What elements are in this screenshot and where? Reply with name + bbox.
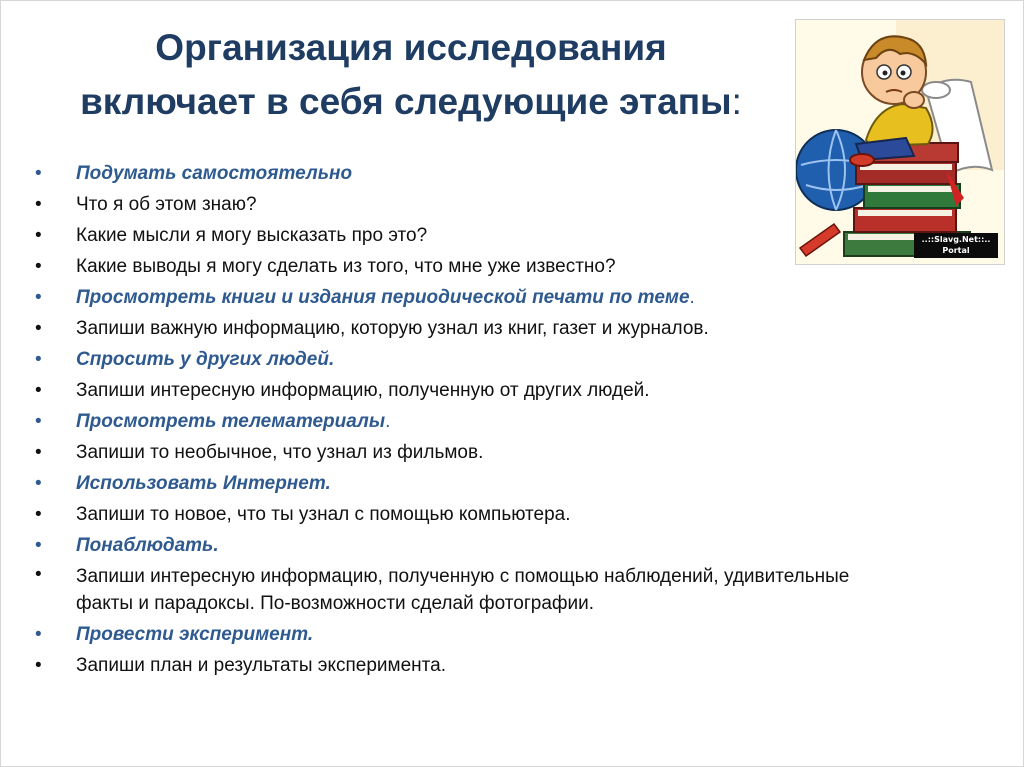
- list-item-trailing-punctuation: .: [385, 411, 391, 432]
- list-item-detail: [35, 561, 905, 619]
- list-item-text: Запиши интересную информацию, полученную с помощью наблюдений, удивительные факты и парадоксы. По-возможности сделай фотографии.: [76, 566, 850, 614]
- list-item-text: Запиши то необычное, что узнал из фильмов.: [76, 442, 484, 463]
- bullet-icon: •: [35, 442, 42, 463]
- list-item-text: Запиши план и результаты эксперимента.: [76, 655, 446, 676]
- list-item-detail: [35, 313, 905, 344]
- bullet-icon: •: [35, 318, 42, 339]
- bullet-icon: •: [35, 655, 42, 676]
- list-item-text: Подумать самостоятельно: [76, 163, 353, 184]
- list-item-step: [35, 158, 905, 189]
- bullet-icon: •: [35, 256, 42, 277]
- list-item-detail: [35, 251, 905, 282]
- title-line-2-text: включает в себя следующие этапы: [80, 81, 732, 122]
- list-item-detail: [35, 189, 905, 220]
- bullet-icon: •: [35, 624, 42, 645]
- list-item-step: [35, 344, 905, 375]
- list-item-text: Что я об этом знаю?: [76, 194, 257, 215]
- list-item-text: Запиши то новое, что ты узнал с помощью компьютера.: [76, 504, 571, 525]
- list-item-detail: [35, 650, 905, 681]
- list-item-text: Запиши интересную информацию, полученную от других людей.: [76, 380, 650, 401]
- bullet-icon: •: [35, 504, 42, 525]
- title-colon: :: [731, 81, 742, 122]
- bullet-icon: •: [35, 194, 42, 215]
- bullet-icon: •: [35, 349, 42, 370]
- bullet-icon: •: [35, 535, 42, 556]
- list-item-text: Запиши важную информацию, которую узнал из книг, газет и журналов.: [76, 318, 709, 339]
- list-item-step: [35, 406, 905, 437]
- list-item-text: Какие выводы я могу сделать из того, что мне уже известно?: [76, 256, 616, 277]
- bullet-icon: •: [35, 163, 42, 184]
- research-steps-list: [35, 158, 905, 681]
- watermark-line-2: Portal: [942, 246, 970, 255]
- list-item-text: Спросить у других людей.: [76, 349, 335, 370]
- list-item-text: Использовать Интернет.: [76, 473, 331, 494]
- bullet-icon: •: [35, 225, 42, 246]
- list-item-text: Какие мысли я могу высказать про это?: [76, 225, 428, 246]
- watermark-caption: [914, 233, 998, 258]
- title-line-2: [41, 75, 781, 129]
- title-line-1: Организация исследования: [155, 27, 667, 68]
- list-item-step: [35, 282, 905, 313]
- bullet-icon: •: [35, 380, 42, 401]
- list-item-trailing-punctuation: .: [689, 287, 695, 308]
- bullet-icon: •: [35, 411, 42, 432]
- watermark-line-1: ..::Slavg.Net::..: [921, 235, 991, 244]
- bullet-icon: •: [35, 564, 42, 585]
- list-item-text: Понаблюдать.: [76, 535, 219, 556]
- slide-title: [41, 21, 781, 129]
- list-item-step: [35, 619, 905, 650]
- bullet-icon: •: [35, 287, 42, 308]
- list-item-detail: [35, 499, 905, 530]
- list-item-detail: [35, 220, 905, 251]
- list-item-detail: [35, 437, 905, 468]
- list-item-detail: [35, 375, 905, 406]
- list-item-text: Просмотреть книги и издания периодической печати по теме: [76, 287, 690, 308]
- list-item-step: [35, 530, 905, 561]
- list-item-text: Просмотреть телематериалы: [76, 411, 386, 432]
- list-item-text: Провести эксперимент.: [76, 624, 314, 645]
- list-item-step: [35, 468, 905, 499]
- bullet-icon: •: [35, 473, 42, 494]
